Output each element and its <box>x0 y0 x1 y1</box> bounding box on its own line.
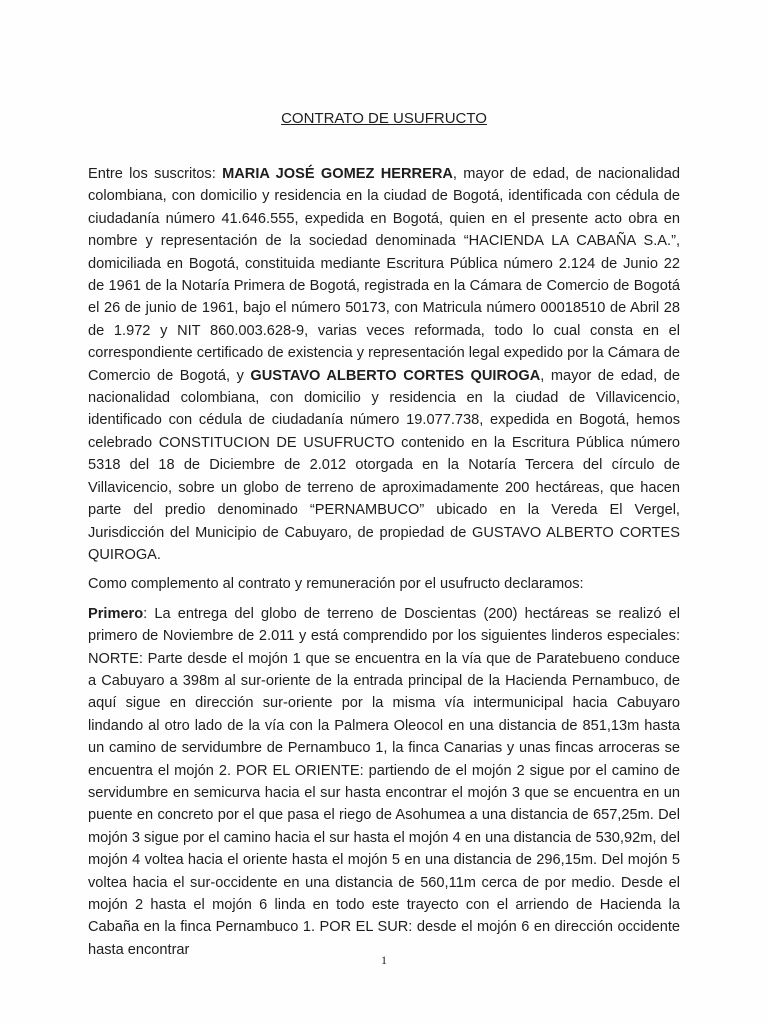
party-name-1: MARIA JOSÉ GOMEZ HERRERA <box>222 166 453 182</box>
paragraph-parties-intro: Entre los suscritos: <box>88 166 223 182</box>
party-name-2: GUSTAVO ALBERTO CORTES QUIROGA <box>250 367 541 384</box>
paragraph-parties-body: , mayor de edad, de nacionalidad colombiana, con domicilio y residencia en la ciudad de Bogotá, identificada con cédula de ciudadanía número 41.646.555, expedida en Bogotá, quien en el presente acto obra en nombre y representación de la sociedad denominada “HACIENDA LA CABAÑA S.A.”, domiciliada en Bogotá, constituida mediante Escritura Pública número 2.124 de Junio 22 de 1961 de la Notaría Primera de Bogotá, registrada en la Cámara de Comercio de Bogotá el 26 de junio de 1961, bajo el número 50173, con Matricula número 00018510 de Abril 28 de 1.972 y NIT 860.003.628-9, varias veces reformada, todo lo cual consta en el correspondiente certificado de existencia y representación legal expedido por la Cámara de Comercio de Bogotá, y <box>88 166 680 384</box>
clause-label-primero: Primero <box>88 605 144 622</box>
paragraph-complement: Como complemento al contrato y remuneración por el usufructo declaramos: <box>88 576 584 593</box>
paragraph-parties-end: , mayor de edad, de nacionalidad colombiana, con domicilio y residencia en la ciudad de Villavicencio, identificado con cédula de ciudadanía número 19.077.738, expedida en Bogotá, hemos celebrado CONSTITUCION DE USUFRUCTO contenido en la Escritura Pública número 5318 del 18 de Diciembre de 2.012 otorgada en la Notaría Tercera del círculo de Villavicencio, sobre un globo de terreno de aproximadamente 200 hectáreas, que hacen parte del predio denominado “PERNAMBUCO” ubicado en la Vereda El Vergel, Jurisdicción del Municipio de Cabuyaro, de propiedad de GUSTAVO ALBERTO CORTES QUIROGA. <box>88 367 680 563</box>
paragraph-primero <box>88 603 680 962</box>
document-title: CONTRATO DE USUFRUCTO <box>281 110 487 127</box>
paragraph-parties <box>88 163 680 566</box>
document-body <box>88 163 680 961</box>
clause-text-primero: : La entrega del globo de terreno de Doscientas (200) hectáreas se realizó el primero de Noviembre de 2.011 y está comprendido por los siguientes linderos especiales: NORTE: Parte desde el mojón 1 que se encuentra en la vía que de Paratebueno conduce a Cabuyaro a 398m al sur-oriente de la entrada principal de la Hacienda Pernambuco, de aquí sigue en dirección sur-oriente por la misma vía intermunicipal hacia Cabuyaro lindando al otro lado de la vía con la Palmera Oleocol en una distancia de 851,13m hasta un camino de servidumbre de Pernambuco 1, la finca Canarias y unas fincas arroceras se encuentra el mojón 2. POR EL ORIENTE: partiendo de el mojón 2 sigue por el camino de servidumbre en semicurva hacia el sur hasta encontrar el mojón 3 que se encuentra en un puente en concreto por el que pasa el riego de Asohumea a una distancia de 657,25m. Del mojón 3 sigue por el camino hacia el sur hasta el mojón 4 en una distancia de 530,92m, del mojón 4 voltea hacia el oriente hasta el mojón 5 en una distancia de 296,15m. Del mojón 5 voltea hacia el sur-occidente en una distancia de 560,11m cerca de por medio. Desde el mojón 2 hasta el mojón 6 linda en todo este trayecto con el arriendo de Hacienda la Cabaña en la finca Pernambuco 1. POR EL SUR: desde el mojón 6 en dirección occidente hasta encontrar <box>88 605 680 958</box>
page-number: 1 <box>381 953 387 967</box>
